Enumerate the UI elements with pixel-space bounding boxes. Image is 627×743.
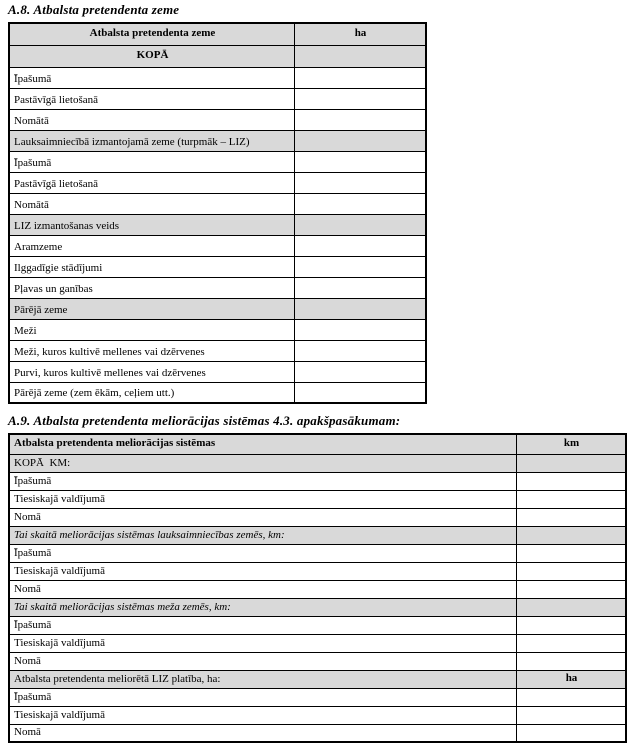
row-label: Nomā <box>9 580 517 598</box>
table-row <box>9 688 626 706</box>
row-label: Īpašumā <box>9 544 517 562</box>
section-title-a8: A.8. Atbalsta pretendenta zeme <box>8 2 180 17</box>
table-row-section <box>9 670 626 688</box>
table-row <box>9 277 426 298</box>
row-label: Īpašumā <box>9 472 517 490</box>
table-row-section <box>9 130 426 151</box>
row-label: Nomātā <box>9 193 295 214</box>
table-row <box>9 151 426 172</box>
table-row <box>9 256 426 277</box>
table-row-section <box>9 526 626 544</box>
row-label: Tai skaitā meliorācijas sistēmas lauksaimniecības zemēs, km: <box>9 526 517 544</box>
value-cell <box>517 526 627 544</box>
table-row <box>9 544 626 562</box>
table-row <box>9 382 426 403</box>
table-row <box>9 340 426 361</box>
table-row <box>9 652 626 670</box>
a9-header-row <box>9 434 626 454</box>
table-row-section <box>9 598 626 616</box>
table-row <box>9 319 426 340</box>
row-label: Nomā <box>9 724 517 742</box>
table-row-section <box>9 298 426 319</box>
row-label: Meži <box>9 319 295 340</box>
value-cell <box>517 490 627 508</box>
value-cell <box>517 706 627 724</box>
row-label: Pārējā zeme <box>9 298 295 319</box>
value-cell <box>295 67 427 88</box>
row-label: Pastāvīgā lietošanā <box>9 88 295 109</box>
a9-subsection-unit: ha <box>517 670 627 688</box>
row-label: Atbalsta pretendenta meliorētā LIZ platība, ha: <box>9 670 517 688</box>
value-cell <box>295 235 427 256</box>
value-cell <box>517 634 627 652</box>
section-title-a9: A.9. Atbalsta pretendenta meliorācijas sistēmas 4.3. apakšpasākumam: <box>8 413 401 428</box>
table-row <box>9 508 626 526</box>
row-label: Pļavas un ganības <box>9 277 295 298</box>
a9-column-header-unit: km <box>517 434 627 454</box>
a9-melioration-table <box>8 433 627 743</box>
table-row <box>9 634 626 652</box>
table-row <box>9 361 426 382</box>
value-cell <box>517 562 627 580</box>
value-cell <box>517 616 627 634</box>
row-label: KOPĀ <box>9 45 295 67</box>
row-label: Lauksaimniecībā izmantojamā zeme (turpmāk – LIZ) <box>9 130 295 151</box>
value-cell <box>295 109 427 130</box>
value-cell <box>517 724 627 742</box>
value-cell <box>517 688 627 706</box>
value-cell <box>295 172 427 193</box>
value-cell <box>295 340 427 361</box>
value-cell <box>517 598 627 616</box>
table-row <box>9 562 626 580</box>
a8-land-table <box>8 22 427 404</box>
table-row-section <box>9 454 626 472</box>
row-label: Īpašumā <box>9 67 295 88</box>
value-cell <box>295 151 427 172</box>
table-row <box>9 616 626 634</box>
row-label: Nomā <box>9 652 517 670</box>
row-label: Pastāvīgā lietošanā <box>9 172 295 193</box>
value-cell <box>295 361 427 382</box>
value-cell <box>295 319 427 340</box>
a9-column-header-label: Atbalsta pretendenta meliorācijas sistēmas <box>9 434 517 454</box>
row-label: LIZ izmantošanas veids <box>9 214 295 235</box>
table-row <box>9 172 426 193</box>
value-cell <box>295 88 427 109</box>
row-label: Tiesiskajā valdījumā <box>9 562 517 580</box>
row-label: Aramzeme <box>9 235 295 256</box>
row-label: Meži, kuros kultivē mellenes vai dzērvenes <box>9 340 295 361</box>
row-label: Īpašumā <box>9 616 517 634</box>
table-row <box>9 235 426 256</box>
a8-column-header-unit: ha <box>295 23 427 45</box>
value-cell <box>517 472 627 490</box>
table-row <box>9 472 626 490</box>
value-cell <box>517 454 627 472</box>
row-label: Tiesiskajā valdījumā <box>9 490 517 508</box>
table-row <box>9 88 426 109</box>
row-label: Tiesiskajā valdījumā <box>9 634 517 652</box>
row-label: KOPĀ KM: <box>9 454 517 472</box>
row-label: Nomā <box>9 508 517 526</box>
value-cell <box>517 580 627 598</box>
row-label: Purvi, kuros kultivē mellenes vai dzērvenes <box>9 361 295 382</box>
row-label: Tiesiskajā valdījumā <box>9 706 517 724</box>
row-label: Nomātā <box>9 109 295 130</box>
table-row <box>9 67 426 88</box>
row-label: Tai skaitā meliorācijas sistēmas meža zemēs, km: <box>9 598 517 616</box>
row-label: Īpašumā <box>9 688 517 706</box>
row-label: Pārējā zeme (zem ēkām, ceļiem utt.) <box>9 382 295 403</box>
value-cell <box>517 652 627 670</box>
value-cell <box>295 382 427 403</box>
table-row-section <box>9 214 426 235</box>
row-label: Ilggadīgie stādījumi <box>9 256 295 277</box>
table-row <box>9 193 426 214</box>
value-cell <box>295 256 427 277</box>
value-cell <box>517 508 627 526</box>
table-row <box>9 109 426 130</box>
a8-column-header-label: Atbalsta pretendenta zeme <box>9 23 295 45</box>
value-cell <box>295 193 427 214</box>
value-cell <box>517 544 627 562</box>
row-label: Īpašumā <box>9 151 295 172</box>
value-cell <box>295 45 427 67</box>
table-row <box>9 580 626 598</box>
table-row <box>9 706 626 724</box>
value-cell <box>295 277 427 298</box>
table-row <box>9 490 626 508</box>
value-cell <box>295 130 427 151</box>
value-cell <box>295 214 427 235</box>
table-row <box>9 724 626 742</box>
a8-header-row <box>9 23 426 45</box>
value-cell <box>295 298 427 319</box>
table-row-total <box>9 45 426 67</box>
